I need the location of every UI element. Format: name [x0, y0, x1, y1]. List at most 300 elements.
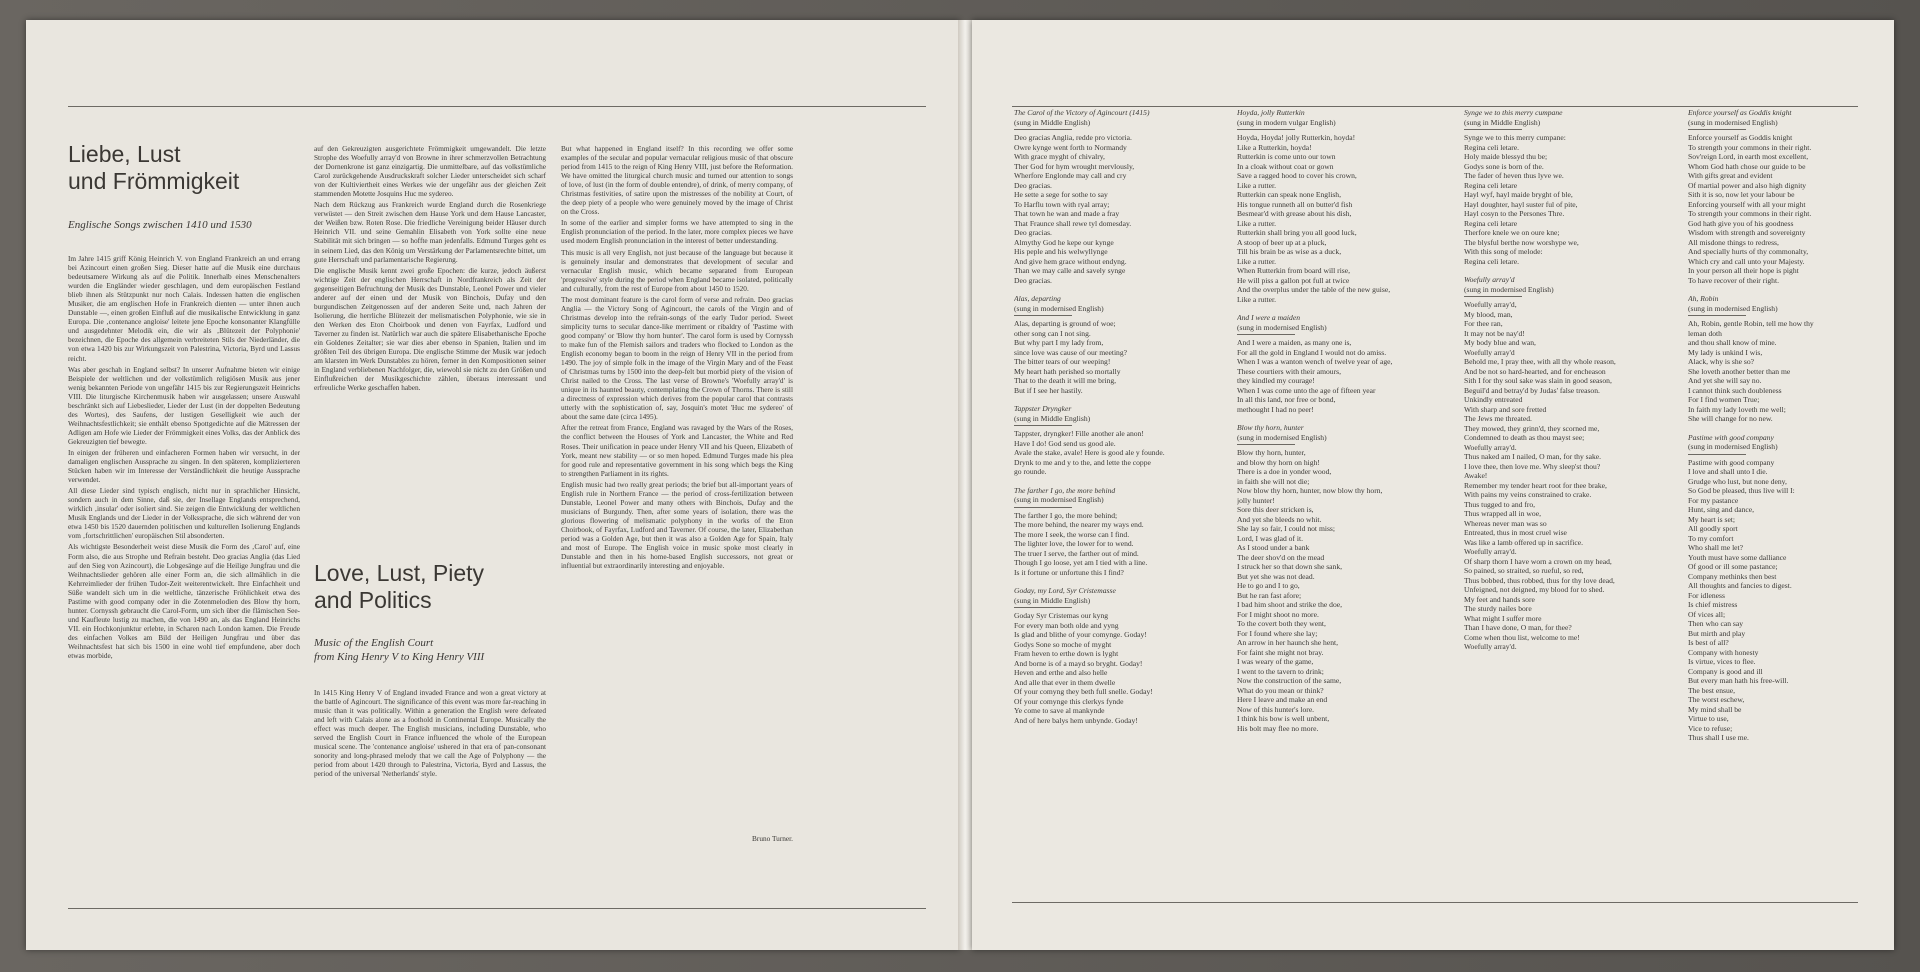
lyric-line: Here I leave and make an end	[1237, 695, 1328, 704]
lyric-line: My lady is unkind I wis,	[1688, 347, 1763, 357]
lyric-line: Is best of all?	[1688, 638, 1729, 647]
left-page	[26, 20, 960, 950]
song-note: (sung in Middle English)	[1014, 413, 1091, 423]
paragraph: But what happened in England itself? In this recording we offer some examples of the secular and popular vernacular religious music of that obscure period from 1415 to the reign of King Henry VIII, just before the Reformation. We have omitted the liturgical church music and turned our attention to songs of love, of lust (in the form of double entendre), of drink, of merry company, of Christmas festivities, of satire upon the mistresses of the nobility at Court, of the deep piety of a people who were genuinely moved by the image of Christ on the Cross.	[561, 144, 793, 217]
paragraph: After the retreat from France, England was ravaged by the Wars of the Roses, the conflict between the Houses of York and Lancaster, the White and Red Roses. Their unification in peace under Henry VII and his Queen, Elizabeth of York, meant new stability — or so men hoped. Edmund Turges made his plea for good rule and representative government in his song which begs the King to strengthen Parliament in its rights.	[561, 423, 793, 478]
paragraph: This music is all very English, not just because of the language but because it is genuinely insular and demonstrates that development of secular and vernacular English music, which became separated from European 'progressive' style during the period when England became isolated, politically and culturally, from the rest of Europe from about 1450 to 1520.	[561, 247, 793, 293]
lyric-line: Now of this hunter's lore.	[1237, 704, 1315, 714]
english-subtitle-line: Music of the English Court	[314, 637, 434, 649]
lyric-line: Now blow thy horn, hunter, now blow thy horn,	[1237, 486, 1383, 495]
english-title-line: Love, Lust, Piety	[314, 560, 485, 586]
lyric-line: With pains my veins constrained to crake.	[1464, 490, 1592, 499]
lyric-line: So pained, so straited, so rueful, so red,	[1464, 566, 1584, 575]
lyric-line: But every man hath his free-will.	[1688, 676, 1789, 685]
lyric-line: To Harflu town with ryal array;	[1014, 199, 1110, 209]
english-subtitle	[314, 636, 484, 664]
lyric-line: When I was a wanton wench of twelve year of age,	[1237, 357, 1393, 366]
lyric-line: Woefully array'd.	[1464, 442, 1517, 452]
lyric-line: Than we may calle and savely synge	[1014, 266, 1126, 275]
lyric-line: Who shall me let?	[1688, 543, 1744, 552]
lyric-line: The worst eschew,	[1688, 695, 1745, 704]
lyric-line: My mind shall be	[1688, 704, 1742, 714]
lyric-line: Holy maide blessyd thu be;	[1464, 152, 1548, 161]
lyric-line: Regina celi letare	[1464, 218, 1518, 228]
paragraph: Im Jahre 1415 griff König Heinrich V. von England Frankreich an und errang bei Azincourt einen großen Sieg. Dieser hatte auf die Musik eine durchaus bedeutsamere Wirkung als auf die Politik. Innerhalb eines Menschenalters wurden die Engländer wieder geschlagen, und dem europäischen Festland blieb ihnen als Stützpunkt nur noch Calais. Indessen hatten die englischen Musiker, die am englischen Hofe in Frankreich dienten — unter ihnen auch Dunstable —, einen großen Einfluß auf die musikalische Entwicklung in ganz Europa. Die ‚contenance angloise' leitete jene Epoche konsonanter Klangfülle und ausgedehnter Melodik ein, die wir als ‚Blütezeit der Polyphonie' bezeichnen, die Epoche des allgemein verbreiteten Stils der Niederländer, die von etwa 1420 bis zur Wirkungszeit von Palestrina, Victoria, Byrd und Lassus reicht.	[68, 254, 300, 363]
lyric-line: Alas, departing is ground of woe;	[1014, 319, 1116, 328]
lyric-line: Till his brain be as wise as a duck,	[1237, 247, 1342, 256]
lyric-line: The sturdy nailes bore	[1464, 604, 1532, 613]
lyric-line: For every man both olde and yyng	[1014, 620, 1119, 630]
lyric-line: Sore this deer stricken is,	[1237, 505, 1314, 514]
lyric-line: That Fraunce shall rewe tyl domesday.	[1014, 218, 1132, 228]
lyric-line: Grudge who lust, but none deny,	[1688, 476, 1787, 486]
lyric-line: Regina celi letare.	[1464, 142, 1520, 152]
song-note: (sung in Middle English)	[1014, 117, 1091, 127]
lyric-line: Is glad and blithe of your comynge. Goday!	[1014, 630, 1147, 639]
lyric-line: methought I had no peer!	[1237, 404, 1314, 414]
lyric-line: Regina celi letare	[1464, 180, 1518, 190]
english-text-column-1	[314, 688, 546, 900]
lyric-line: With grace myght of chivalry,	[1014, 152, 1105, 161]
song-note: (sung in modernised English)	[1237, 322, 1327, 332]
lyric-line: And give hem grace without endyng.	[1014, 256, 1127, 266]
lyric-line: Whom God hath chose our guide to be	[1688, 161, 1806, 171]
paragraph: Als wichtigste Besonderheit weist diese Musik die Form des ‚Carol' auf, eine Form also, die aus Strophe und Refrain besteht. Deo gracias Anglia (das Lied auf den Sieg von Azincourt), die Lobgesänge auf die Heilige Jungfrau und die Weihnachtslieder gehören alle einer Form an, die sich allmählich in die Kehrreimlieder der frühen Tudor-Zeit weiterentwickelt. Ihre Einfachheit und Süße wandelt sich um in die weltliche, tänzerische Fröhlichkeit etwa des Pastime with good company oder in die Zotenmelodien des Blow thy horn, hunter. Cornyssh gebraucht die Carol-Form, um sich über die flämischen See- und Kaufleute lustig zu machen, die von 1490 an, als das England Heinrichs VII. ein Hochkonjunktur erlebte, in Scharen nach London kamen. Die Freude des einfachen Volkes am Bild der Heiligen Jungfrau und über das Weihnachtsfest hat sich bis 1500 in eine wohl tief empfundene, aber doch etwas morbide,	[68, 542, 300, 661]
lyric-line: Was like a lamb offered up in sacrifice.	[1464, 537, 1584, 547]
lyric-line: She loveth another better than me	[1688, 366, 1791, 376]
lyric-line: For all the gold in England I would not do amiss.	[1237, 347, 1387, 357]
lyric-line: jolly hunter!	[1237, 495, 1275, 505]
song	[1014, 404, 1210, 477]
song-note: (sung in modern vulgar English)	[1237, 117, 1336, 127]
lyric-line: An arrow in her haunch she hent,	[1237, 638, 1339, 647]
german-title-line: und Frömmigkeit	[68, 168, 240, 194]
lyrics-column-3	[1464, 108, 1674, 890]
lyric-line: The lighter love, the lower for to wend.	[1014, 539, 1134, 548]
lyric-line: Deo gracias.	[1014, 228, 1052, 237]
lyric-line: Almythy God he kepe our kynge	[1014, 237, 1114, 247]
song	[1014, 294, 1210, 395]
lyric-line: Woefully array'd	[1464, 347, 1515, 357]
german-text-column-2	[314, 144, 546, 532]
paragraph: All diese Lieder sind typisch englisch, nicht nur in sprachlicher Hinsicht, sondern auch in dem Sinne, daß sie, der Insellage Englands entsprechend, wirklich ‚insular' oder isoliert sind. Sie zeigen die Entwicklung der weltlichen Musik Englands und der Lieder in der Volkssprache, die sich während der von etwa 1450 bis 1520 dauernden politischen und kulturellen Isolierung Englands vom ‚fortschrittlichen' europäischen Stil absonderten.	[68, 486, 300, 541]
song-note: (sung in modernised English)	[1237, 432, 1327, 442]
song-title: Woefully array'd	[1464, 275, 1515, 284]
lyric-line: She lay so fair, I could not miss;	[1237, 524, 1335, 533]
lyric-line: He will piss a gallon pot full at twice	[1237, 275, 1350, 285]
lyric-line: For thee ran,	[1464, 319, 1503, 328]
song-title: Tappster Dryngker	[1014, 404, 1072, 413]
song	[1464, 275, 1674, 652]
lyric-line: Wisdom with strength and sovereignty	[1688, 228, 1806, 237]
lyric-line: With gifts great and evident	[1688, 171, 1773, 180]
lyric-line: other song can I not sing.	[1014, 328, 1091, 338]
lyric-line: Deo gracias.	[1014, 180, 1052, 190]
song	[1014, 108, 1210, 285]
divider	[1688, 315, 1746, 316]
lyric-line: There is a doe in yonder wood,	[1237, 467, 1332, 476]
lyric-line: The blysful berthe now worshype we,	[1464, 237, 1579, 247]
english-title	[314, 560, 484, 614]
lyric-line: To have recover of their right.	[1688, 275, 1779, 285]
lyric-line: But yet she was not dead.	[1237, 571, 1315, 581]
song-note: (sung in modernised English)	[1014, 303, 1104, 313]
paragraph: Was aber geschah in England selbst? In unserer Aufnahme bieten wir einige Beispiele der weltlichen und der volkstümlich religiösen Musik aus jener wenig bekannten Periode von ungefähr 1415 bis zur Regierungszeit Heinrichs VIII. Die liturgische Kirchenmusik haben wir ausgelassen; unsere Auswahl beschränkt sich auf Liebeslieder, Lieder der Lust (in der doppelten Bedeutung des Wortes), des Saufens, der lustigen Geselligkeit wie auch der Weihnachtsfestlichkeit; sie enthält ebenso Spottgedichte auf die Mätressen der Adligen am Hofe wie Lieder der Frömmigkeit eines Volks, das der Anblick des Gekreuzigten tief bewegte.	[68, 364, 300, 446]
lyric-line: But why part I my lady from,	[1014, 338, 1104, 347]
lyric-line: Regina celi letare.	[1464, 256, 1520, 266]
lyric-line: Whereas never man was so	[1464, 518, 1547, 528]
lyric-line: Wherfore Englonde may call and cry	[1014, 171, 1127, 180]
lyric-line: And be not so hard-hearted, and for encheason	[1464, 366, 1606, 376]
lyric-line: Thus tugged to and fro,	[1464, 499, 1536, 509]
lyric-line: Like a Rutterkin, hoyda!	[1237, 142, 1312, 152]
lyric-line: The truer I serve, the farther out of mind.	[1014, 548, 1139, 558]
lyric-line: God hath give you of his goodness	[1688, 218, 1794, 228]
song-title: Hoyda, jolly Rutterkin	[1237, 108, 1305, 117]
lyric-line: It may not be nay'd!	[1464, 328, 1525, 338]
lyric-line: And I were a maiden, as many one is,	[1237, 338, 1352, 347]
lyric-line: Alack, why is she so?	[1688, 357, 1755, 366]
lyric-line: Lord, I was glad of it.	[1237, 533, 1304, 543]
song-title: Enforce yourself as Goddis knight	[1688, 108, 1792, 117]
lyric-line: Fram heven to erthe down is lyght	[1014, 649, 1119, 658]
top-rule	[1012, 106, 1858, 107]
lyric-line: For I find women True;	[1688, 395, 1760, 404]
divider	[1014, 425, 1072, 426]
lyric-line: Synge we to this merry cumpane:	[1464, 133, 1566, 142]
lyric-line: Sith I for thy soul sake was slain in good season,	[1464, 376, 1612, 385]
lyric-line: In your person all their hope is pight	[1688, 266, 1799, 275]
lyric-line: Rutterkin shall bring you all good luck,	[1237, 228, 1357, 237]
german-title	[68, 141, 239, 195]
lyric-line: The fader of heven thus lyve we.	[1464, 171, 1564, 180]
lyric-line: Woefully array'd.	[1464, 642, 1517, 651]
divider	[1014, 507, 1072, 508]
lyric-line: Like a rutter.	[1237, 294, 1277, 304]
lyric-line: Which cry and call unto your Majesty.	[1688, 256, 1805, 266]
paragraph: auf den Gekreuzigten ausgerichtete Frömmigkeit umgewandelt. Die letzte Strophe des Woefully array'd von Browne in ihrer schmerzvollen Betrachtung der Dornenkrone ist ganz einzigartig. Die unmittelbare, auf das volkstümliche Carol zurückgehende Ausdruckskraft solcher Lieder unterscheidet sich scharf von der Kultiviertheit eines Werkes wie der ungefähr aus der gleichen Zeit stammenden Motette Josquins Huc me sydereo.	[314, 144, 546, 199]
lyric-line: Like a rutter.	[1237, 256, 1277, 266]
lyric-line: Youth must have some dalliance	[1688, 552, 1787, 562]
lyric-line: Condemned to death as thou mayst see;	[1464, 433, 1585, 442]
lyric-line: My heart is set;	[1688, 514, 1736, 524]
german-text-column-1	[68, 254, 300, 900]
song-title: And I were a maiden	[1237, 313, 1300, 322]
lyric-line: Sov'reign Lord, in earth most excellent,	[1688, 152, 1809, 161]
lyric-line: When I was come unto the age of fifteen year	[1237, 385, 1376, 395]
lyric-line: since love was cause of our meeting?	[1014, 347, 1128, 357]
lyric-line: Rutterkin is come unto our town	[1237, 152, 1336, 161]
lyric-line: Woefully array'd.	[1464, 547, 1517, 556]
song-note: (sung in modernised English)	[1688, 117, 1778, 127]
lyric-line: The best ensue,	[1688, 685, 1736, 695]
lyric-line: Then who can say	[1688, 619, 1744, 628]
divider	[1014, 129, 1072, 130]
lyric-line: Behold me, I pray thee, with all thy whole reason,	[1464, 357, 1616, 366]
lyric-line: Ther God for hym wrought mervlously,	[1014, 161, 1135, 171]
lyric-line: And yet she will say no.	[1688, 376, 1762, 385]
lyric-line: Sith it is so, now let your labour be	[1688, 190, 1795, 199]
lyric-line: Pastime with good company	[1688, 457, 1775, 467]
lyric-line: To the covert both they went,	[1237, 619, 1326, 628]
lyric-line: go rounde.	[1014, 467, 1047, 476]
paragraph: Nach dem Rückzug aus Frankreich wurde England durch die Rosenkriege verwüstet — den Streit zwischen dem Hause York und dem Hause Lancaster, der Weißen bzw. Roten Rose. Die friedliche Vereinigung beider Häuser durch Heinrich VII. und seine Gemahlin Elisabeth von York sollte eine neue Stabilität mit sich bringen — so hoffte man jedenfalls. Edmund Turges geht es in seinem Lied, das den König um Verstärkung der Parlamentsrechte bittet, um gute Herrschaft und parlamentarische Regierung.	[314, 200, 546, 264]
lyric-line: I cannot think such doubleness	[1688, 385, 1782, 395]
lyric-line: All thoughts and fancies to digest.	[1688, 581, 1792, 590]
lyric-line: A stoop of beer up at a pluck,	[1237, 237, 1327, 247]
lyric-line: My blood, man,	[1464, 309, 1513, 319]
lyric-line: My heart hath perished so mortally	[1014, 366, 1121, 376]
lyric-line: Than I have done, O man, for thee?	[1464, 623, 1572, 632]
lyric-line: For I found where she lay;	[1237, 628, 1318, 638]
lyric-line: Company with honesty	[1688, 647, 1759, 657]
lyric-line: Deo gracias Anglia, redde pro victoria.	[1014, 133, 1132, 142]
lyric-line: Have I do! God send us good ale.	[1014, 438, 1116, 448]
lyric-line: In all this land, nor free or bond,	[1237, 395, 1336, 404]
lyric-line: and blow thy horn on high!	[1237, 457, 1320, 467]
lyric-line: I was weary of the game,	[1237, 657, 1314, 666]
english-subtitle-line: from King Henry V to King Henry VIII	[314, 651, 485, 663]
lyric-line: Vice to refuse;	[1688, 723, 1733, 733]
divider	[1237, 444, 1295, 445]
lyric-line: My body blue and wan,	[1464, 338, 1536, 347]
paragraph: In some of the earlier and simpler forms we have attempted to sing in the English pronunciation of the period. In the later, more complex pieces we have used modern English pronunciation in the interest of better understanding.	[561, 218, 793, 246]
song-title: Blow thy horn, hunter	[1237, 423, 1304, 432]
lyric-line: All goodly sport	[1688, 524, 1738, 533]
song	[1688, 433, 1878, 743]
lyrics-column-2	[1237, 108, 1447, 890]
lyric-line: Though I go loose, yet am I tied with a line.	[1014, 558, 1148, 567]
song-title: Goday, my Lord, Syr Cristemasse	[1014, 586, 1116, 595]
song	[1237, 108, 1447, 304]
lyric-line: I went to the tavern to drink;	[1237, 666, 1324, 676]
song-note: (sung in Middle English)	[1464, 117, 1541, 127]
lyric-line: I love thee, then love me. Why sleep'st thou?	[1464, 461, 1601, 471]
song-title: Synge we to this merry cumpane	[1464, 108, 1563, 117]
song-note: (sung in Middle English)	[1014, 595, 1091, 605]
lyric-line: Virtue to use,	[1688, 714, 1729, 723]
lyric-line: Godys Sone so moche of myght	[1014, 639, 1112, 649]
lyric-line: Therfore knele we on oure kne;	[1464, 228, 1560, 237]
lyric-line: Thus naked am I nailed, O man, for thy sake.	[1464, 452, 1602, 461]
lyric-line: His tongue runneth all on butter'd fish	[1237, 199, 1353, 209]
song-title: Pastime with good company	[1688, 432, 1774, 442]
lyric-line: Hoyda, Hoyda! jolly Rutterkin, hoyda!	[1237, 133, 1356, 142]
lyric-line: For faint she might not bray.	[1237, 647, 1324, 657]
lyric-line: Of good or ill some pastance;	[1688, 562, 1778, 571]
lyric-line: They mowed, they grinn'd, they scorned me,	[1464, 423, 1600, 433]
lyric-line: they kindled my courage!	[1237, 376, 1315, 385]
lyric-line: Of your comynge this clerkys fynde	[1014, 696, 1124, 706]
lyric-line: Heven and erthe and also helle	[1014, 668, 1108, 677]
paragraph: The most dominant feature is the carol form of verse and refrain. Deo gracias Anglia — the Victory Song of Agincourt, the carols of the Virgin and of Christmas develop into the refrain-songs of the early Tudor period. Sweet simplicity turns to secular dance-like merriment or ribaldry of 'Pastime with good company' or 'Blow thy horn hunter'. The carol form is used by Cornyssh to make fun of the Flemish sailors and traders who flocked to London as the English economy began to boom in the reign of Henry VII in the period from 1490. The joy of simple folk in the image of the Virgin Mary and of the Feast of Christmas turns by 1500 into the deep-felt but morbid piety of the vision of Christ nailed to the Cross. The last verse of Browne's 'Woefully array'd' is unique in its haunted beauty, contemplating the Crown of Thorns. There is still a directness of expression which derives from the popular carol that contrasts utterly with the sophistication of, say, Josquin's motet 'Huc me sydereo' of about the same date (circa 1495).	[561, 294, 793, 422]
lyric-line: What do you mean or think?	[1237, 685, 1324, 695]
lyric-line: She will change for no new.	[1688, 414, 1773, 423]
song	[1237, 423, 1447, 733]
lyric-line: So God be pleased, thus live will I:	[1688, 486, 1795, 495]
lyric-line: In faith my lady loveth me well;	[1688, 404, 1786, 414]
lyric-line: Blow thy horn, hunter,	[1237, 448, 1306, 457]
lyric-line: The bitter tears of our weeping!	[1014, 357, 1111, 366]
lyric-line: To strength your commons in their right.	[1688, 142, 1812, 152]
lyric-line: For idleness	[1688, 590, 1725, 600]
lyric-line: Thus wrapped all in woe,	[1464, 509, 1541, 518]
lyric-line: His bolt may flee no more.	[1237, 723, 1319, 733]
lyric-line: and thou shall know of mine.	[1688, 338, 1777, 347]
lyric-line: Beguil'd and betray'd by Judas' false treason.	[1464, 385, 1600, 395]
song-title: The farther I go, the more behind	[1014, 485, 1116, 495]
lyric-line: But mirth and play	[1688, 628, 1746, 638]
song-note: (sung in modernised English)	[1688, 303, 1778, 313]
lyrics-column-4	[1688, 108, 1878, 890]
lyric-line: The Jews me threated.	[1464, 414, 1532, 423]
lyric-line: Of your comyng they beth full snelle. Goday!	[1014, 687, 1153, 696]
divider	[1464, 129, 1522, 130]
lyric-line: Is chief mistress	[1688, 600, 1738, 609]
lyric-line: Drynk to me and y to the, and lette the coppe	[1014, 457, 1151, 467]
lyric-line: The deer shov'd on the mead	[1237, 552, 1325, 562]
lyric-line: Hayl doughter, hayl suster ful of pite,	[1464, 199, 1578, 209]
lyric-line: And specially hurts of thy commonalty,	[1688, 247, 1809, 256]
english-title-line: and Politics	[314, 587, 432, 613]
lyric-line: Woefully array'd,	[1464, 300, 1517, 309]
lyric-line: Hunt, sing and dance,	[1688, 505, 1755, 514]
song	[1688, 294, 1878, 424]
lyric-line: Unfeigned, not deigned, my blood for to shed.	[1464, 585, 1605, 594]
lyric-line: But he ran fast afore;	[1237, 590, 1302, 600]
lyric-line: Of sharp thorn I have worn a crown on my head,	[1464, 556, 1612, 566]
lyric-line: I love and shall unto I die.	[1688, 467, 1768, 476]
lyric-line: These courtiers with their amours,	[1237, 366, 1341, 376]
lyric-line: Of martial power and also high dignity	[1688, 180, 1807, 190]
lyric-line: He sette a sege for sothe to say	[1014, 190, 1108, 199]
lyric-line: Hayl wyf, hayl maide bryght of ble,	[1464, 190, 1573, 199]
lyric-line: The more behind, the nearer my ways end.	[1014, 520, 1144, 529]
lyric-line: Thus bobbed, thus robbed, thus for thy love dead,	[1464, 575, 1615, 585]
song-note: (sung in modernised English)	[1014, 495, 1104, 504]
lyric-line: Now the construction of the same,	[1237, 676, 1342, 685]
divider	[1014, 607, 1072, 608]
divider	[1688, 129, 1746, 130]
lyric-line: Company methinks then best	[1688, 571, 1777, 581]
lyric-line: Come when thou list, welcome to me!	[1464, 632, 1580, 642]
lyric-line: Deo gracias.	[1014, 275, 1052, 285]
song-note: (sung in modernised English)	[1688, 442, 1778, 451]
german-title-line: Liebe, Lust	[68, 141, 181, 167]
english-text-column-2	[561, 144, 793, 878]
song	[1014, 586, 1210, 725]
lyric-line: Unkindly entreated	[1464, 395, 1523, 404]
german-subtitle: Englische Songs zwischen 1410 und 1530	[68, 219, 252, 231]
lyric-line: Hayl cosyn to the Persones Thre.	[1464, 209, 1565, 218]
divider	[1464, 296, 1522, 297]
lyric-line: Avale the stake, avale! Here is good ale y founde.	[1014, 448, 1165, 457]
song-title: Ah, Robin	[1688, 294, 1719, 303]
lyric-line: Rutterkin can speak none English,	[1237, 190, 1341, 199]
lyric-line: For I might shoot no more.	[1237, 609, 1319, 619]
divider	[1237, 334, 1295, 335]
lyric-line: Like a rutter.	[1237, 180, 1277, 190]
lyric-line: With sharp and sore fretted	[1464, 404, 1547, 414]
lyric-line: Is virtue, vices to flee.	[1688, 657, 1756, 666]
lyric-line: Owre kynge went forth to Normandy	[1014, 142, 1127, 152]
lyric-line: Company is good and ill	[1688, 666, 1763, 676]
divider	[1014, 315, 1072, 316]
lyric-line: leman doth	[1688, 328, 1722, 338]
signature: Bruno Turner.	[752, 834, 793, 843]
lyrics-column-1	[1014, 108, 1210, 890]
song-title: The Carol of the Victory of Agincourt (1415)	[1014, 108, 1150, 117]
lyric-line: Goday Syr Cristemas our kyng	[1014, 611, 1109, 620]
song-title: Alas, departing	[1014, 294, 1061, 303]
lyric-line: Ye come to save al mankynde	[1014, 706, 1105, 715]
lyric-line: I struck her so that down she sank,	[1237, 562, 1343, 571]
lyric-line: He to go and I to go,	[1237, 581, 1300, 590]
lyric-line: Enforce yourself as Goddis knight	[1688, 133, 1793, 142]
lyric-line: Enforcing yourself with all your might	[1688, 199, 1806, 209]
lyric-line: The farther I go, the more behind;	[1014, 510, 1118, 520]
lyric-line: Like a rutter.	[1237, 218, 1277, 228]
lyric-line: When Rutterkin from board will rise,	[1237, 266, 1351, 275]
lyric-line: To my comfort	[1688, 533, 1734, 543]
lyric-line: The more I seek, the worse can I find.	[1014, 529, 1130, 539]
lyric-line: What might I suffer more	[1464, 613, 1542, 623]
lyric-line: I think his bow is well unbent,	[1237, 714, 1330, 723]
lyric-line: I bad him shoot and strike the doe,	[1237, 600, 1343, 609]
song	[1014, 486, 1210, 578]
lyric-line: And of here balys hem unbynde. Goday!	[1014, 715, 1138, 725]
lyric-line: Save a ragged hood to cover his crown,	[1237, 171, 1357, 180]
lyric-line: Is it fortune or unfortune this I find?	[1014, 567, 1124, 577]
lyric-line: And alle that ever in them dwelle	[1014, 677, 1116, 687]
paragraph: In 1415 King Henry V of England invaded France and won a great victory at the battle of Agincourt. The significance of this event was more far-reaching in music than it was politically. Within a generation the English were defeated and left with Calais alone as a foothold in Continental Europe. Musically the effect was much deeper. The English musicians, including Dunstable, who served the English Court in France influenced the whole of the European musical scene. The 'contenance angloise' ushered in that era of pan-consonant sonority and long-phrased melody that we call the Age of Polyphony — the period from about 1420 through to Palestrina, Victoria, Byrd and Lassus, the period of the universal 'Netherlands' style.	[314, 688, 546, 779]
lyric-line: Godys sone is born of the.	[1464, 161, 1544, 171]
lyric-line: As I stood under a bank	[1237, 543, 1310, 552]
lyric-line: And yet she bleeds no whit.	[1237, 514, 1322, 524]
song-note: (sung in modernised English)	[1464, 284, 1554, 294]
song	[1688, 108, 1878, 285]
lyric-line: In a cloak without coat or gown	[1237, 161, 1334, 171]
lyric-line: Thus shall I use me.	[1688, 733, 1749, 742]
lyric-line: With this song of melode:	[1464, 247, 1543, 256]
lyric-line: To strength your commons in their right.	[1688, 209, 1812, 218]
lyric-line: Entreated, thus in most cruel wise	[1464, 528, 1567, 537]
bottom-rule	[1012, 902, 1858, 903]
lyric-line: Awake!	[1464, 471, 1488, 480]
lyric-line: Ah, Robin, gentle Robin, tell me how thy	[1688, 319, 1814, 328]
lyric-line: Of vices all;	[1688, 609, 1726, 619]
lyric-line: That to the death it will me bring,	[1014, 376, 1117, 385]
divider	[1688, 454, 1746, 455]
lyric-line: in faith she will not die;	[1237, 476, 1310, 486]
lyric-line: Tappster, dryngker! Fille another ale anon!	[1014, 429, 1144, 438]
lyric-line: That town he wan and made a fray	[1014, 209, 1120, 218]
lyric-line: His peple and his welwyllynge	[1014, 247, 1108, 256]
lyric-line: And borne is of a mayd so bryght. Goday!	[1014, 658, 1143, 668]
paragraph: English music had two really great periods; the brief but all-important years of English rule in Northern France — the period of cross-fertilization between Dunstable, Leonel Power and many others with Binchois, Dufay and the musicians of Burgundy. Then, after some years of isolation, there was the glorious flowering of melismatic polyphony in the works of the Eton Choirbook, of Fayrfax, Ludford and Taverner. Of course, the later, Elizabethan period was a Golden Age, but then it was also a Golden Age for Spain, Italy and most of Europe. The English voice in music spoke most clearly in Dunstable and then in his home-based English successors, not great or influential but extraordinarily interesting and enjoyable.	[561, 479, 793, 571]
song	[1237, 313, 1447, 414]
lyric-line: But if I see her hastily.	[1014, 385, 1083, 395]
song	[1464, 108, 1674, 266]
paragraph: Die englische Musik kennt zwei große Epochen: die kurze, jedoch äußerst wichtige Zeit der englischen Herrschaft in Nordfrankreich als Zeit der gegenseitigen Befruchtung der Musik des Dunstable, Leonel Power und vieler anderer auf der einen und der Musik von Binchois, Dufay und den burgundischen Zeitgenossen auf der anderen Seite und, nach Jahren der Isolierung, die herrliche Blütezeit der melismatischen Polyphonie, wie sie in den Werken des Eton Choirbook und denen von Fayrfax, Ludford und Taverner zu finden ist. Natürlich war auch die spätere Elisabethanische Epoche ein Goldenes Zeitalter; sie war dies aber ebenso in Spanien, Italien und im größten Teil des übrigen Europa. Die englische Stimme der Musik war jedoch am klarsten im Werk Dunstables zu hören, ferner in den Kompositionen seiner in England verbliebenen Nachfolger, die, wiewohl sie nicht zu den Größen und Einflußreichen der Musikgeschichte zählen, überaus interessant und erfreuliche Werke geschaffen haben.	[314, 265, 546, 393]
divider	[1237, 129, 1295, 130]
lyric-line: All misdone things to redress,	[1688, 237, 1779, 247]
lyric-line: For my pastance	[1688, 495, 1739, 505]
right-page	[972, 20, 1894, 950]
lyric-line: Besmear'd with grease about his dish,	[1237, 209, 1352, 218]
lyric-line: And the overplus under the table of the new guise,	[1237, 285, 1391, 294]
paragraph: In einigen der früheren und einfacheren Formen haben wir versucht, in der damaligen englischen Aussprache zu singen. In den späteren, komplizierteren Stücken haben wir im Interesse der Verständlichkeit die heutige Aussprache verwendet.	[68, 447, 300, 485]
